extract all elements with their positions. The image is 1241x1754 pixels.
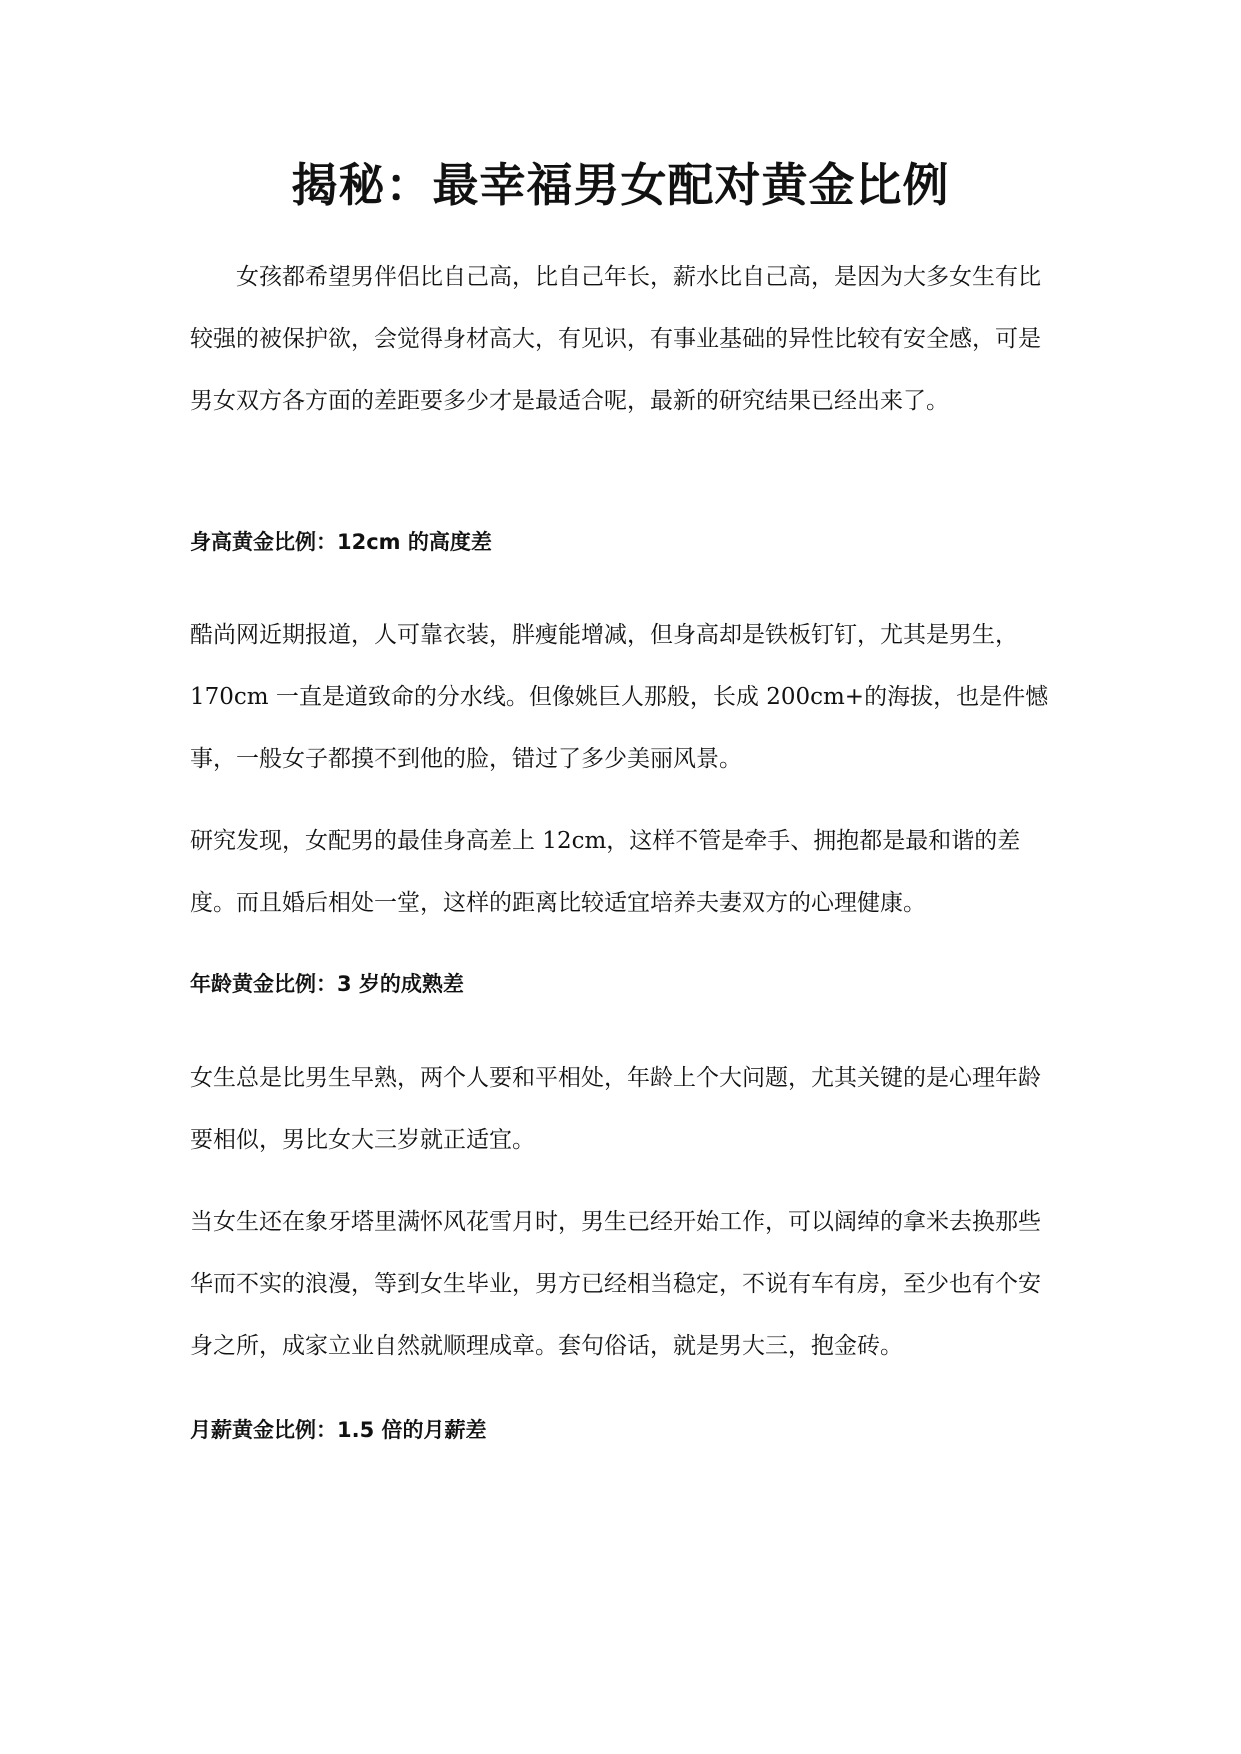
- height-paragraph-1: 酷尚网近期报道，人可靠衣装，胖瘦能增减，但身高却是铁板钉钉，尤其是男生，170cm 一直是道致命的分水线。但像姚巨人那般，长成 200cm+的海拔，也是件憾事，一般女子都摸不到他的脸，错过了多少美丽风景。: [190, 622, 1049, 772]
- age-paragraph-1: 女生总是比男生早熟，两个人要和平相处，年龄上个大问题，尤其关键的是心理年龄要相似，男比女大三岁就正适宜。: [190, 1065, 1041, 1153]
- section-heading-height: 身高黄金比例：12cm 的高度差: [190, 530, 492, 554]
- section-heading-age: 年龄黄金比例：3 岁的成熟差: [190, 972, 464, 996]
- document-title: 揭秘：最幸福男女配对黄金比例: [291, 158, 950, 212]
- age-paragraph-2: 当女生还在象牙塔里满怀风花雪月时，男生已经开始工作，可以阔绰的拿米去换那些华而不实的浪漫，等到女生毕业，男方已经相当稳定，不说有车有房，至少也有个安身之所，成家立业自然就顺理成章。套句俗话，就是男大三，抱金砖。: [190, 1209, 1041, 1359]
- section-heading-salary: 月薪黄金比例：1.5 倍的月薪差: [190, 1418, 487, 1442]
- height-paragraph-2: 研究发现，女配男的最佳身高差上 12cm，这样不管是牵手、拥抱都是最和谐的差度。而且婚后相处一堂，这样的距离比较适宜培养夫妻双方的心理健康。: [190, 828, 1021, 916]
- intro-paragraph: 女孩都希望男伴侣比自己高，比自己年长，薪水比自己高，是因为大多女生有比较强的被保护欲，会觉得身材高大，有见识，有事业基础的异性比较有安全感，可是男女双方各方面的差距要多少才是最适合呢，最新的研究结果已经出来了。: [190, 264, 1041, 414]
